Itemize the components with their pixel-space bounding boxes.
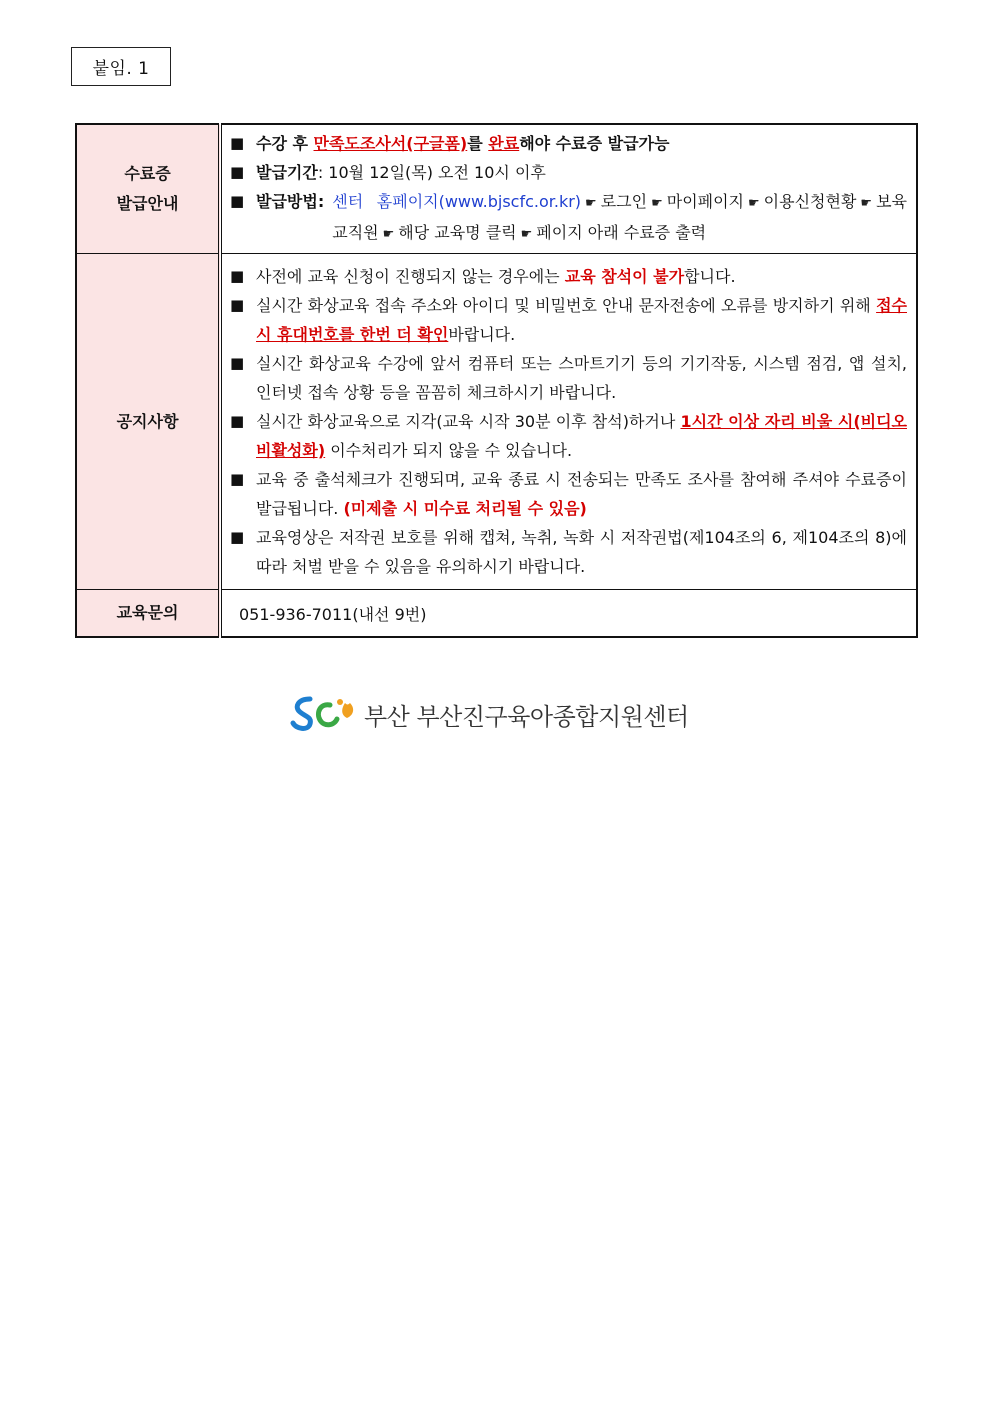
square-bullet-icon: ■ — [230, 163, 245, 181]
footer-logo — [290, 692, 689, 736]
certificate-content — [220, 124, 917, 254]
square-bullet-icon: ■ — [230, 296, 245, 314]
contact-row — [76, 590, 917, 638]
notice-item: ■ 실시간 화상교육 수강에 앞서 컴퓨터 또는 스마트기기 등의 기기작동, 시스템 점검, 앱 설치, 인터넷 접속 상황 등을 꼼꼼히 체크하시기 바랍니다. — [230, 349, 907, 407]
pointing-hand-icon: ☛ — [585, 196, 597, 211]
square-bullet-icon: ■ — [230, 470, 245, 488]
notice-item: ■ 실시간 화상교육 접속 주소와 아이디 및 비밀번호 안내 문자전송에 오류를 방지하기 위해 접수 시 휴대번호를 한번 더 확인바랍니다. — [230, 291, 907, 349]
notice-emphasis: 접수 시 휴대번호를 한번 더 확인 — [256, 296, 907, 344]
notice-item: ■ 교육 중 출석체크가 진행되며, 교육 종료 시 전송되는 만족도 조사를 참여해 주셔야 수료증이 발급됩니다. (미제출 시 미수료 처리될 수 있음) — [230, 465, 907, 523]
notice-emphasis: 교육 참석이 불가 — [564, 267, 685, 286]
certificate-item-requirement: ■ 수강 후 만족도조사서(구글폼)를 완료해야 수료증 발급가능 — [230, 129, 907, 158]
square-bullet-icon: ■ — [230, 528, 245, 546]
notice-emphasis: (미제출 시 미수료 처리될 수 있음) — [343, 499, 587, 518]
square-bullet-icon: ■ — [230, 412, 245, 430]
certificate-label — [76, 124, 220, 254]
notice-emphasis: 1시간 이상 자리 비울 시(비디오 비활성화) — [256, 412, 907, 460]
notice-item: ■ 사전에 교육 신청이 진행되지 않는 경우에는 교육 참석이 불가합니다. — [230, 262, 907, 291]
footer-org-name: 부산 부산진구육아종합지원센터 — [364, 702, 689, 731]
pointing-hand-icon: ☛ — [520, 227, 533, 242]
square-bullet-icon: ■ — [230, 267, 245, 285]
certificate-item-method: ■ 발급방법: 센터 홈페이지(www.bjscfc.or.kr) ☛ 로그인 ☛ 마이페이지 ☛ 이용신청현황 ☛ 보육교직원 ☛ 해당 교육명 클릭 ☛ 페이지 아래 수료증 출력 — [230, 187, 907, 249]
method-label: 발급방법: — [256, 192, 325, 211]
notice-item: ■ 교육영상은 저작권 보호를 위해 캡쳐, 녹취, 녹화 시 저작권법(제104조의 6, 제104조의 8)에 따라 처벌 받을 수 있음을 유의하시기 바랍니다. — [230, 523, 907, 581]
pointing-hand-icon: ☛ — [860, 196, 873, 211]
certificate-label-line2: 발급안내 — [116, 194, 179, 213]
notice-label: 공지사항 — [76, 254, 220, 590]
square-bullet-icon: ■ — [230, 354, 245, 372]
pointing-hand-icon: ☛ — [651, 196, 663, 211]
survey-emphasis: 만족도조사서(구글폼) — [313, 134, 468, 153]
notice-item: ■ 실시간 화상교육으로 지각(교육 시작 30분 이후 참석)하거나 1시간 이상 자리 비울 시(비디오 비활성화) 이수처리가 되지 않을 수 있습니다. — [230, 407, 907, 465]
period-label: 발급기간 — [256, 163, 318, 182]
attachment-label: 붙임. 1 — [71, 47, 171, 86]
pointing-hand-icon: ☛ — [382, 227, 395, 242]
contact-phone: 051-936-7011(내선 9번) — [220, 590, 917, 638]
square-bullet-icon: ■ — [230, 134, 245, 152]
contact-label: 교육문의 — [76, 590, 220, 638]
square-bullet-icon: ■ — [230, 192, 245, 210]
notice-table — [75, 123, 918, 638]
notice-row — [76, 254, 917, 590]
pointing-hand-icon: ☛ — [748, 196, 760, 211]
certificate-label-line1: 수료증 — [124, 164, 171, 183]
homepage-link[interactable]: 센터 홈페이지(www.bjscfc.or.kr) — [332, 192, 582, 211]
center-logo-icon — [290, 693, 358, 735]
notice-content — [220, 254, 917, 590]
certificate-item-period — [230, 158, 907, 187]
period-value: : 10월 12일(목) 오전 10시 이후 — [317, 163, 546, 182]
certificate-row — [76, 124, 917, 254]
complete-emphasis: 완료 — [488, 134, 520, 153]
